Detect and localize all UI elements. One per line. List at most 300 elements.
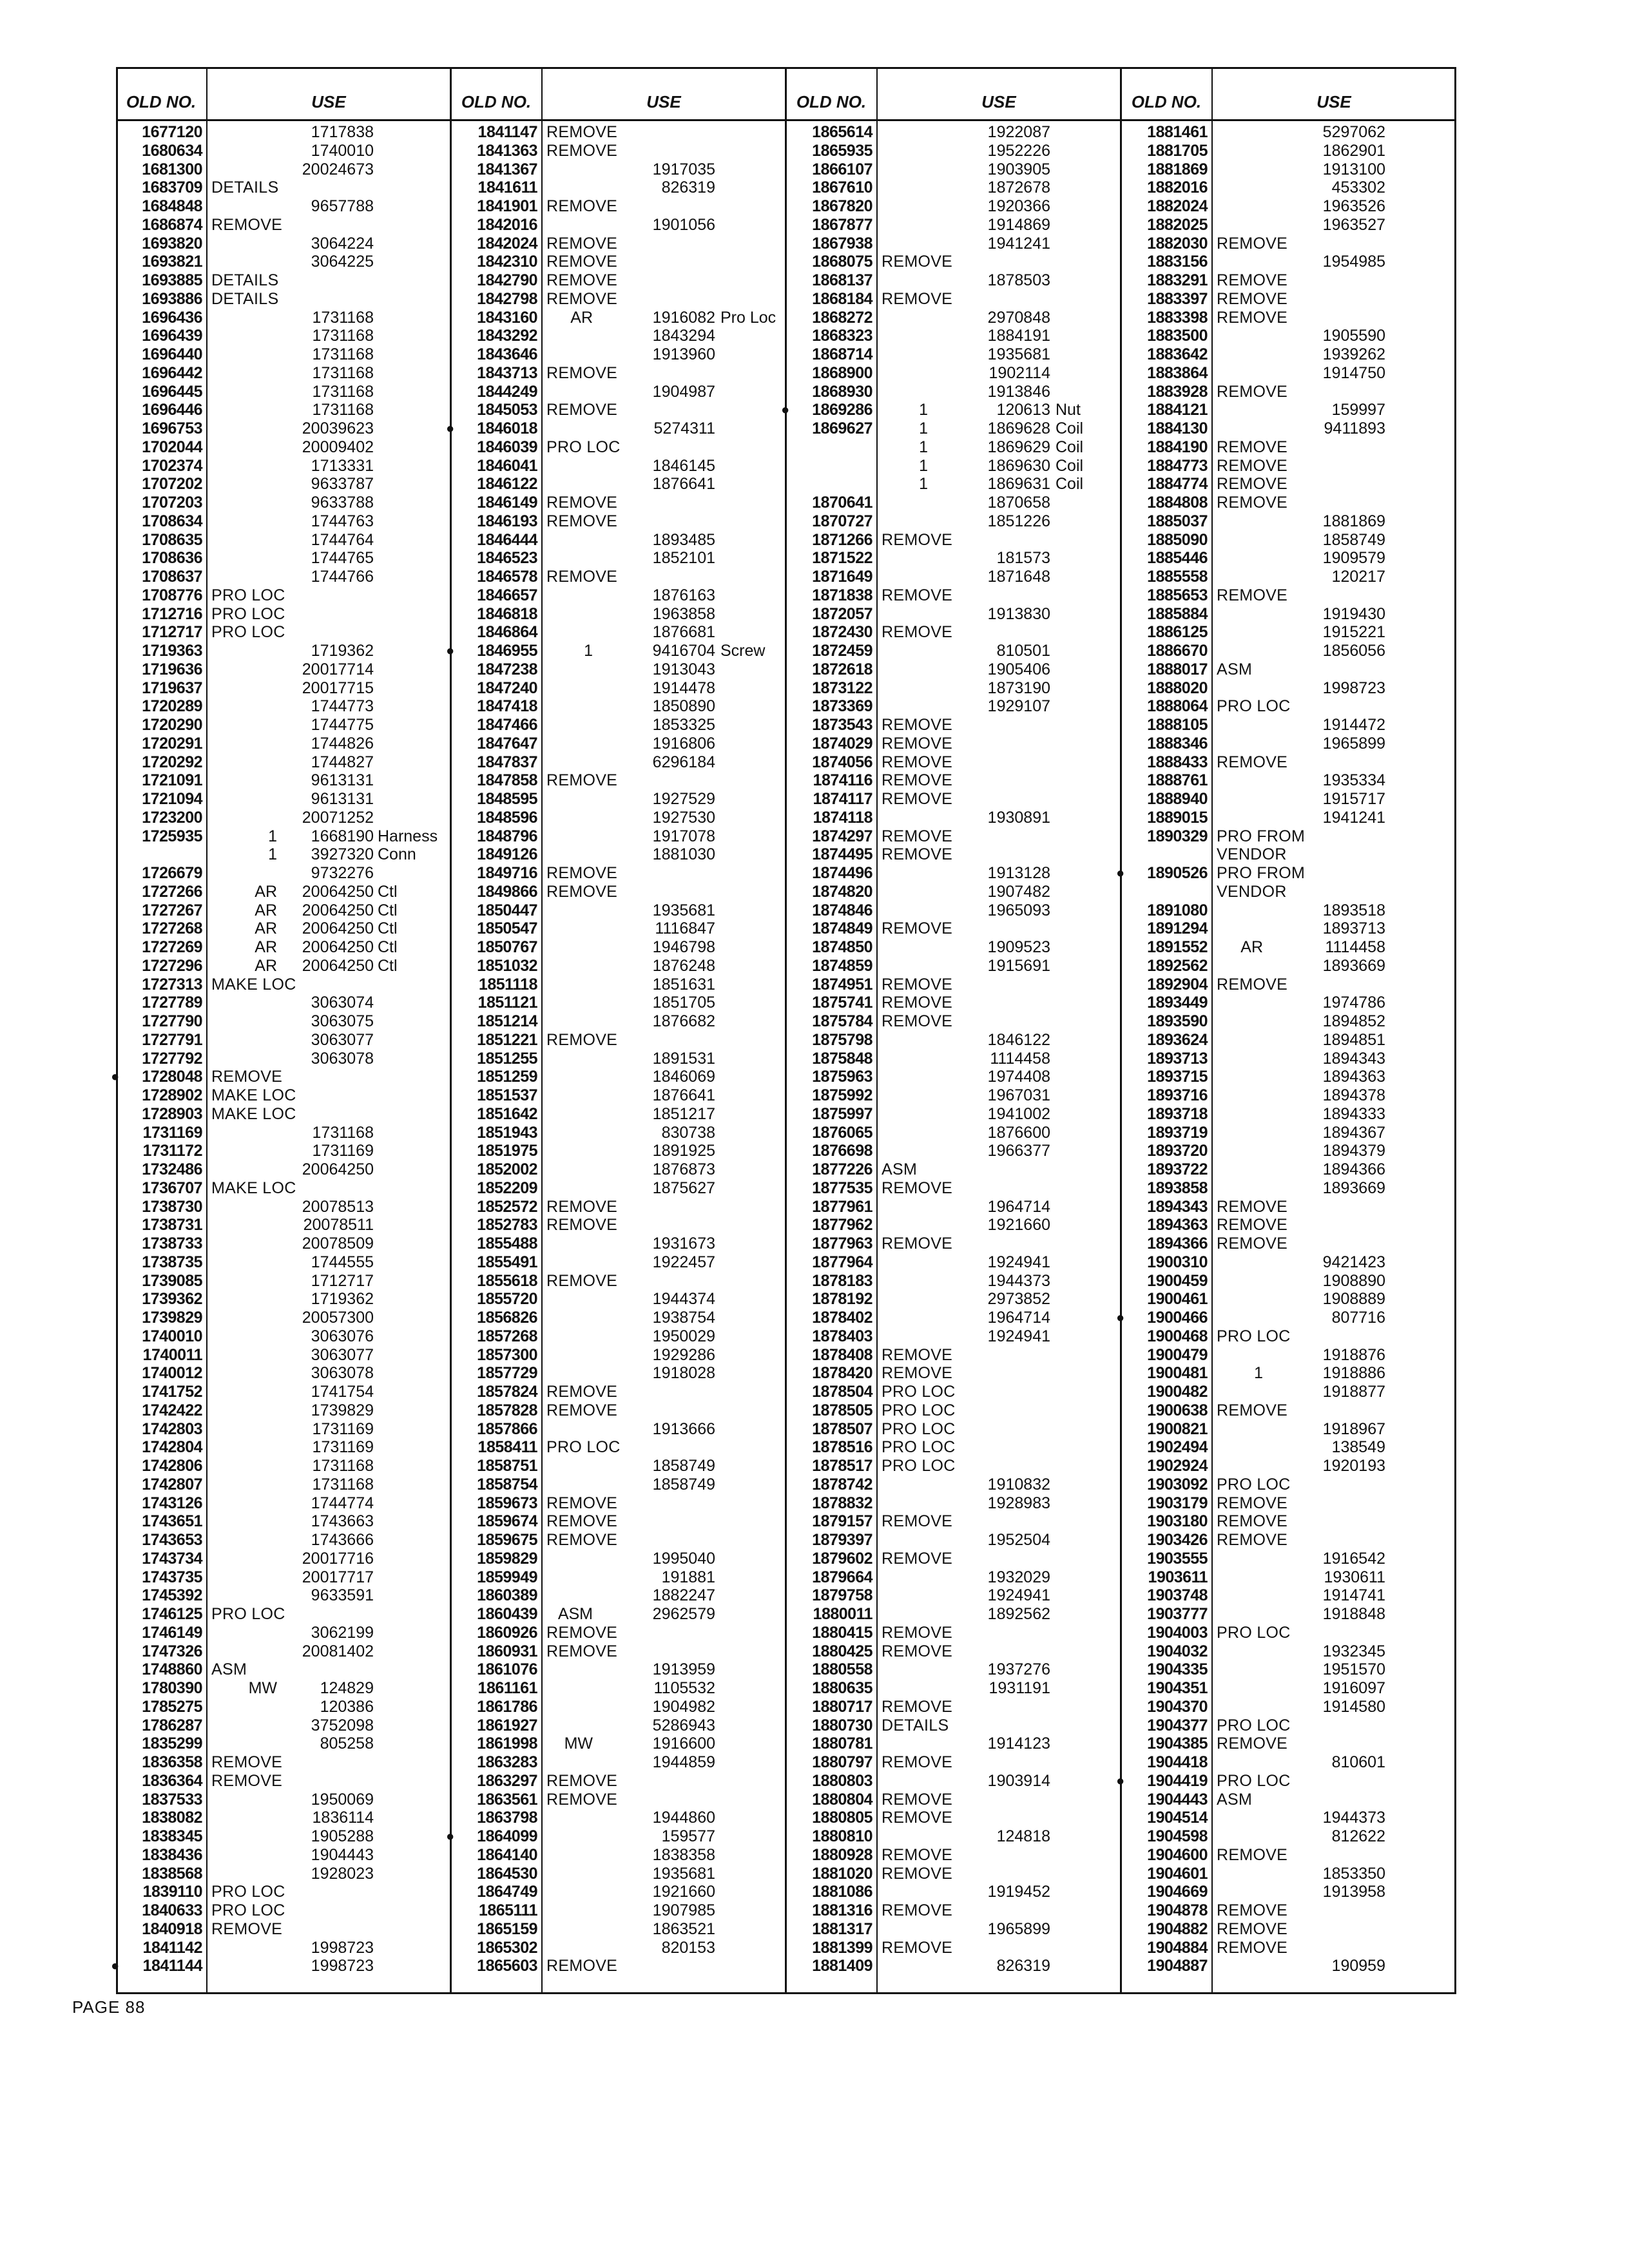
old-number: 1702374 (142, 456, 202, 475)
table-row (786, 1550, 1121, 1568)
bullet-marker-icon: ● (446, 420, 455, 436)
table-row (451, 531, 786, 550)
table-row (116, 790, 451, 809)
table-row (786, 1753, 1121, 1772)
use-description: Coil (1055, 475, 1084, 494)
table-row (786, 919, 1121, 938)
use-part-number: 453302 (1331, 178, 1385, 197)
table-row (116, 512, 451, 531)
use-part-number: 1901056 (652, 215, 715, 234)
old-number: 1870641 (812, 494, 872, 512)
table-row (451, 1939, 786, 1957)
use-part-number: 1974786 (1322, 994, 1385, 1012)
old-number: 1886125 (1147, 623, 1208, 642)
use-instruction: REMOVE (546, 1642, 618, 1660)
old-number: 1891080 (1147, 901, 1208, 919)
use-instruction: PRO LOC (1217, 1327, 1291, 1345)
table-row (116, 327, 451, 345)
old-number: 1731172 (142, 1142, 202, 1160)
use-instruction: REMOVE (546, 1401, 618, 1419)
use-quantity: AR (255, 956, 277, 975)
table-row (1121, 1086, 1456, 1105)
old-number: 1857828 (477, 1401, 537, 1419)
table-row (451, 1586, 786, 1605)
use-part-number: 1116847 (655, 919, 715, 938)
old-number: 1874116 (813, 771, 872, 790)
table-row (116, 827, 451, 846)
use-instruction: REMOVE (1217, 1512, 1288, 1531)
table-column-3 (781, 69, 1121, 1992)
table-row (786, 1420, 1121, 1439)
bullet-marker-icon: ● (111, 1957, 120, 1974)
old-number: 1885558 (1147, 568, 1208, 586)
old-number: 1904418 (1147, 1753, 1208, 1771)
table-row (1121, 1235, 1456, 1253)
old-number: 1877226 (812, 1160, 872, 1178)
use-part-number: 1740010 (311, 141, 374, 160)
table-row (116, 1272, 451, 1291)
table-row (786, 790, 1121, 809)
use-instruction: REMOVE (882, 753, 953, 771)
use-part-number: 1916600 (652, 1735, 715, 1753)
old-number: 1874029 (812, 734, 872, 753)
table-row (451, 1290, 786, 1309)
use-part-number: 3062199 (311, 1623, 374, 1642)
old-number: 1842798 (477, 289, 537, 308)
old-number: 1742806 (142, 1457, 202, 1475)
old-number: 1880797 (812, 1753, 872, 1771)
use-description: Pro Loc (720, 308, 776, 327)
old-number: 1893449 (1147, 994, 1208, 1012)
use-quantity: ASM (557, 1605, 593, 1623)
old-number: 1851032 (477, 956, 537, 975)
table-row (1121, 1901, 1456, 1920)
use-part-number: 810601 (1331, 1753, 1385, 1771)
table-row (1121, 457, 1456, 476)
table-row (451, 364, 786, 383)
use-part-number: 1894343 (1322, 1049, 1385, 1068)
use-part-number: 20017714 (302, 660, 374, 678)
use-instruction: ASM (1217, 1790, 1253, 1809)
table-row (116, 994, 451, 1012)
use-instruction: REMOVE (211, 1919, 283, 1938)
table-row (786, 938, 1121, 957)
old-number: 1904385 (1147, 1735, 1208, 1753)
use-part-number: 1719362 (311, 642, 374, 660)
use-instruction: REMOVE (546, 253, 618, 271)
table-row (786, 1846, 1121, 1865)
table-row (786, 1160, 1121, 1179)
table-row (1121, 123, 1456, 142)
table-row (116, 1624, 451, 1642)
old-number: 1893715 (1147, 1068, 1208, 1086)
old-number: 1683709 (142, 178, 202, 197)
use-part-number: 3064225 (311, 253, 374, 271)
use-part-number: 1743666 (311, 1531, 374, 1549)
use-part-number: 181573 (996, 549, 1050, 568)
use-part-number: 1913128 (987, 864, 1050, 882)
old-number: 1874820 (812, 882, 872, 901)
use-part-number: 1913830 (987, 604, 1050, 623)
old-number: 1841901 (477, 197, 537, 215)
table-row (1121, 1605, 1456, 1624)
table-row (786, 142, 1121, 160)
use-part-number: 124818 (996, 1827, 1050, 1845)
use-part-number: 1924941 (987, 1586, 1050, 1605)
old-number: 1900638 (1147, 1401, 1208, 1419)
old-number: 1851642 (477, 1104, 537, 1123)
old-number: 1681300 (142, 160, 202, 178)
old-number: 1863561 (477, 1790, 537, 1809)
old-number: 1867877 (812, 215, 872, 234)
old-number: 1876065 (812, 1123, 872, 1142)
old-number: 1842016 (477, 215, 537, 234)
table-row (116, 123, 451, 142)
table-row (786, 1124, 1121, 1142)
table-row (1121, 957, 1456, 975)
use-part-number: 9732276 (311, 864, 374, 882)
old-number: 1873122 (812, 678, 872, 697)
table-row (1121, 1735, 1456, 1753)
table-row (1121, 216, 1456, 235)
old-number: 1883642 (1147, 345, 1208, 363)
use-instruction: REMOVE (882, 1845, 953, 1864)
table-row (451, 235, 786, 253)
table-row (116, 1679, 451, 1698)
header-old-no: OLD NO. (126, 92, 197, 111)
use-part-number: 1876641 (652, 1086, 715, 1104)
old-number: 1723200 (142, 808, 202, 827)
old-number: 1884774 (1147, 475, 1208, 494)
table-row (116, 1883, 451, 1901)
use-instruction: REMOVE (882, 1549, 953, 1568)
table-row (1121, 290, 1456, 309)
use-part-number: 3063077 (311, 1030, 374, 1049)
table-row (451, 901, 786, 920)
table-row (786, 1216, 1121, 1235)
column-header (1121, 69, 1456, 121)
old-number: 1874495 (812, 845, 872, 864)
use-quantity: 1 (919, 419, 928, 437)
table-row (786, 679, 1121, 698)
old-number: 1859673 (477, 1494, 537, 1512)
old-number: 1727296 (142, 956, 202, 975)
table-row (116, 1012, 451, 1031)
table-row (786, 1642, 1121, 1661)
table-row (116, 883, 451, 901)
old-number: 1874496 (812, 864, 872, 882)
use-instruction: REMOVE (546, 864, 618, 882)
use-part-number: 20017716 (302, 1549, 374, 1568)
table-row (451, 1309, 786, 1327)
table-row (1121, 1957, 1456, 1975)
use-part-number: 1935334 (1322, 771, 1385, 790)
use-instruction: REMOVE (546, 1494, 618, 1512)
use-part-number: 1891925 (652, 1142, 715, 1160)
use-part-number: 124829 (320, 1679, 374, 1697)
old-number: 1878192 (812, 1290, 872, 1309)
use-part-number: 1731169 (312, 1419, 374, 1438)
table-row (786, 235, 1121, 253)
old-number: 1696446 (142, 401, 202, 419)
old-number: 1880635 (812, 1679, 872, 1697)
table-row (786, 1512, 1121, 1531)
table-row (786, 623, 1121, 642)
table-row (451, 1753, 786, 1772)
old-number: 1851121 (477, 994, 537, 1012)
old-number: 1904878 (1147, 1901, 1208, 1919)
table-row (1121, 383, 1456, 401)
use-part-number: 826319 (661, 178, 715, 197)
old-number: 1859674 (477, 1512, 537, 1531)
use-part-number: 1903905 (987, 160, 1050, 178)
use-part-number: 1869631 (987, 475, 1050, 494)
use-description: Coil (1055, 437, 1084, 456)
table-row (786, 1346, 1121, 1365)
use-quantity: AR (255, 901, 277, 919)
header-old-no: OLD NO. (461, 92, 532, 111)
table-row (786, 531, 1121, 550)
table-row (1121, 235, 1456, 253)
use-part-number: 1851226 (987, 512, 1050, 530)
table-row (1121, 1920, 1456, 1939)
old-number: 1844249 (477, 382, 537, 401)
use-part-number: 1917078 (652, 827, 715, 845)
use-part-number: 1853325 (652, 716, 715, 734)
use-part-number: 1843294 (652, 327, 715, 345)
use-quantity: 1 (919, 401, 928, 419)
use-part-number: 1915691 (987, 956, 1050, 975)
old-number: 1846523 (477, 549, 537, 568)
use-part-number: 20078509 (302, 1235, 374, 1253)
use-instruction: REMOVE (546, 141, 618, 160)
old-number: 1904884 (1147, 1938, 1208, 1957)
old-number: 1847837 (477, 753, 537, 771)
use-part-number: 1905590 (1322, 327, 1385, 345)
use-part-number: 1941002 (987, 1104, 1050, 1123)
table-row (116, 1050, 451, 1068)
old-number: 1885446 (1147, 549, 1208, 568)
table-row (451, 1457, 786, 1475)
use-instruction: REMOVE (1217, 1531, 1288, 1549)
old-number: 1720292 (142, 753, 202, 771)
table-row (116, 660, 451, 679)
use-part-number: 9657788 (311, 197, 374, 215)
old-number: 1738731 (142, 1216, 202, 1235)
table-row (786, 197, 1121, 216)
use-instruction: ASM (1217, 660, 1253, 678)
old-number: 1857300 (477, 1345, 537, 1364)
old-number: 1865159 (477, 1919, 537, 1938)
table-row (116, 475, 451, 494)
use-part-number: 1932345 (1322, 1642, 1385, 1660)
old-number: 1893713 (1147, 1049, 1208, 1068)
old-number: 1742803 (142, 1419, 202, 1438)
use-part-number: 1744775 (311, 716, 374, 734)
table-row (451, 197, 786, 216)
table-row (786, 1290, 1121, 1309)
old-number: 1696436 (142, 308, 202, 327)
table-row (1121, 160, 1456, 179)
use-part-number: 1876873 (652, 1160, 715, 1178)
table-row (451, 160, 786, 179)
old-number: 1904669 (1147, 1883, 1208, 1901)
parts-cross-reference-table (111, 67, 1456, 1994)
table-row (116, 697, 451, 716)
table-row (451, 1105, 786, 1124)
use-part-number: 1668190 (311, 827, 374, 845)
use-instruction: VENDOR (1217, 882, 1287, 901)
use-part-number: 1917035 (652, 160, 715, 178)
use-quantity: AR (255, 882, 277, 901)
use-part-number: 1743663 (311, 1512, 374, 1531)
use-part-number: 159577 (661, 1827, 715, 1845)
table-row (786, 271, 1121, 290)
old-number: 1860931 (477, 1642, 537, 1660)
use-part-number: 1914869 (987, 215, 1050, 234)
table-row (786, 1050, 1121, 1068)
use-instruction: REMOVE (1217, 753, 1288, 771)
use-part-number: 3063078 (311, 1049, 374, 1068)
use-part-number: 1919430 (1322, 604, 1385, 623)
old-number: 1884190 (1147, 437, 1208, 456)
table-row (116, 1198, 451, 1216)
table-row (786, 568, 1121, 586)
use-instruction: REMOVE (1217, 586, 1288, 604)
old-number: 1875741 (812, 994, 872, 1012)
old-number: 1865603 (477, 1957, 537, 1975)
use-instruction: REMOVE (882, 623, 953, 642)
old-number: 1893719 (1147, 1123, 1208, 1142)
old-number: 1841363 (477, 141, 537, 160)
use-instruction: PRO LOC (211, 1883, 285, 1901)
use-part-number: 1941241 (1322, 808, 1385, 827)
use-part-number: 1954985 (1322, 253, 1385, 271)
use-part-number: 1884191 (987, 327, 1050, 345)
use-instruction: REMOVE (211, 1753, 283, 1771)
use-part-number: 1869628 (987, 419, 1050, 437)
use-part-number: 1744774 (311, 1494, 374, 1512)
use-part-number: 1935681 (987, 345, 1050, 363)
table-row (116, 586, 451, 605)
table-row (451, 845, 786, 864)
table-row (1121, 512, 1456, 531)
old-number: 1870727 (812, 512, 872, 530)
use-part-number: 5274311 (653, 419, 715, 437)
table-row (786, 364, 1121, 383)
use-part-number: 20064250 (302, 1160, 374, 1178)
old-number: 1883500 (1147, 327, 1208, 345)
use-part-number: 1915717 (1322, 790, 1385, 808)
use-instruction: REMOVE (1217, 456, 1288, 475)
use-description: Ctl (378, 901, 398, 919)
table-row (1121, 735, 1456, 753)
old-number: 1893722 (1147, 1160, 1208, 1178)
old-number: 1740012 (142, 1364, 202, 1383)
use-part-number: 1882247 (652, 1586, 715, 1605)
use-part-number: 1871648 (987, 568, 1050, 586)
table-row (1121, 1679, 1456, 1698)
table-row (451, 605, 786, 624)
table-row (451, 568, 786, 586)
use-part-number: 20064250 (302, 901, 374, 919)
old-number: 1858411 (477, 1438, 537, 1457)
old-number: 1904351 (1147, 1679, 1208, 1697)
use-instruction: REMOVE (882, 1697, 953, 1716)
table-row (451, 327, 786, 345)
old-number: 1727790 (142, 1012, 202, 1030)
table-row (1121, 142, 1456, 160)
old-number: 1891552 (1147, 938, 1208, 956)
old-number: 1881317 (812, 1919, 872, 1938)
old-number: 1846193 (477, 512, 537, 530)
use-part-number: 5286943 (652, 1716, 715, 1735)
use-instruction: REMOVE (882, 1364, 953, 1383)
use-instruction: PRO LOC (211, 1605, 285, 1623)
old-number: 1846444 (477, 530, 537, 549)
use-part-number: 3063076 (311, 1327, 374, 1345)
use-part-number: 20009402 (302, 437, 374, 456)
use-part-number: 1998723 (1322, 678, 1385, 697)
use-instruction: DETAILS (211, 271, 279, 289)
table-row (451, 1791, 786, 1809)
old-number: 1865614 (812, 123, 872, 141)
table-row (1121, 716, 1456, 735)
table-row (116, 679, 451, 698)
use-part-number: 1916542 (1322, 1549, 1385, 1568)
table-row (786, 1105, 1121, 1124)
table-row (451, 735, 786, 753)
table-row (451, 1550, 786, 1568)
use-part-number: 1944859 (652, 1753, 715, 1771)
table-row (1121, 271, 1456, 290)
old-number: 1847647 (477, 734, 537, 753)
use-part-number: 1731168 (312, 308, 374, 327)
table-row (116, 1401, 451, 1420)
table-row (451, 438, 786, 457)
use-instruction: REMOVE (882, 771, 953, 790)
old-number: 1875798 (812, 1030, 872, 1049)
old-number: 1878742 (812, 1475, 872, 1494)
use-quantity: AR (570, 308, 593, 327)
use-part-number: 1966377 (987, 1142, 1050, 1160)
header-old-no: OLD NO. (1131, 92, 1202, 111)
table-row (451, 512, 786, 531)
old-number: 1877963 (812, 1235, 872, 1253)
use-part-number: 1995040 (652, 1549, 715, 1568)
old-number: 1861927 (477, 1716, 537, 1735)
table-row (451, 1383, 786, 1401)
table-row (786, 809, 1121, 827)
old-number: 1882025 (1147, 215, 1208, 234)
use-quantity: AR (1240, 938, 1263, 956)
table-row (116, 253, 451, 271)
table-row (1121, 549, 1456, 568)
table-row (1121, 1883, 1456, 1901)
use-part-number: 1909523 (987, 938, 1050, 956)
use-part-number: 20017717 (302, 1568, 374, 1586)
use-part-number: 1929107 (987, 697, 1050, 716)
use-part-number: 1932029 (987, 1568, 1050, 1586)
table-row (116, 735, 451, 753)
table-row (786, 290, 1121, 309)
use-part-number: 1918886 (1322, 1364, 1385, 1383)
table-row (116, 1716, 451, 1735)
table-row (786, 1272, 1121, 1291)
use-part-number: 1920366 (987, 197, 1050, 215)
use-part-number: 191881 (661, 1568, 715, 1586)
column-header (451, 69, 786, 121)
